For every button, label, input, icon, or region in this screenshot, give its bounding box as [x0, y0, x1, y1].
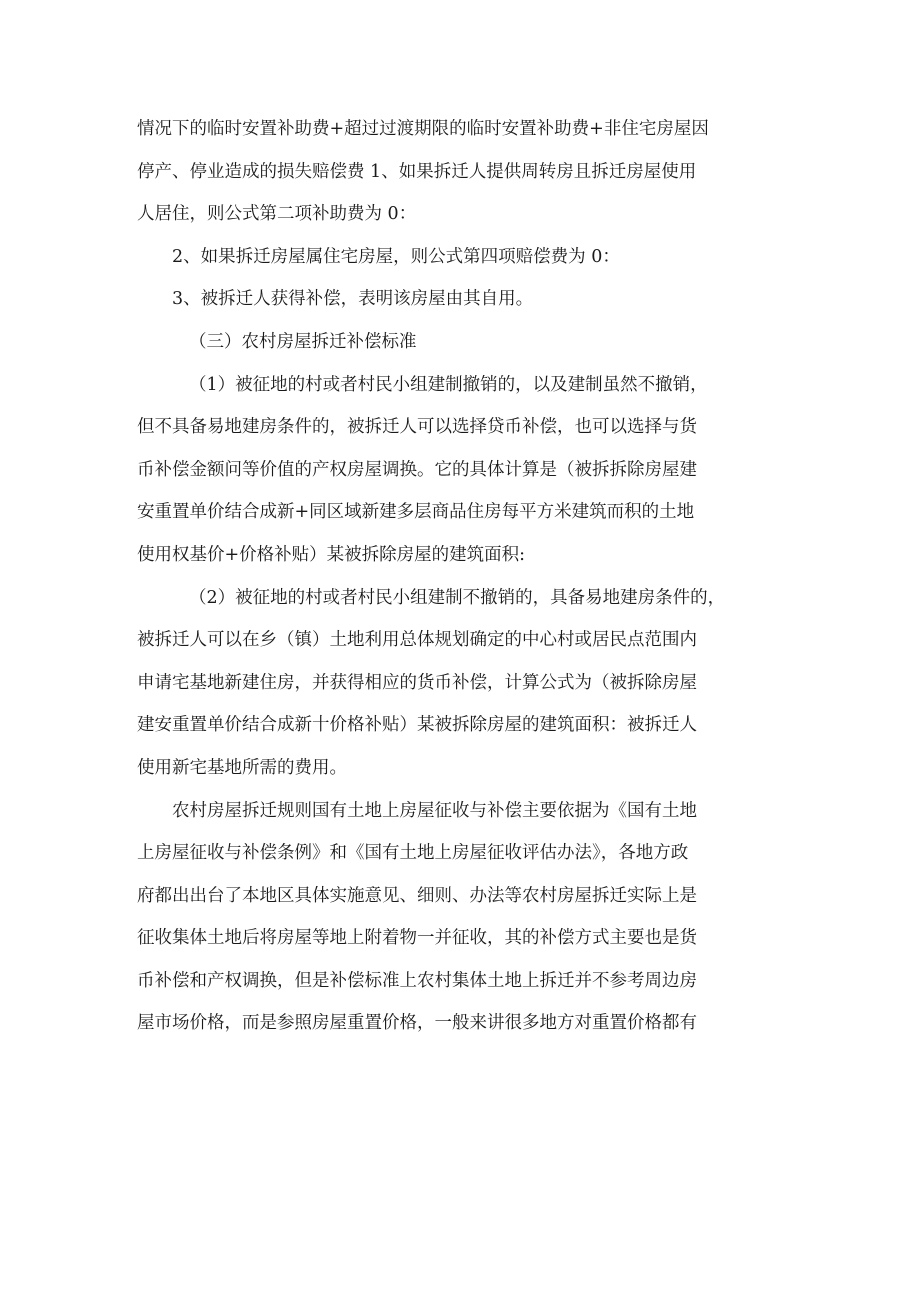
text-line: 币补偿金额问等价值的产权房屋调换。它的具体计算是（被拆拆除房屋建: [137, 459, 697, 480]
text-line: 情况下的临时安置补助费+超过过渡期限的临时安置补助费+非住宅房屋因: [137, 119, 709, 139]
text-line: 停产、停业造成的损失赔偿费 1、如果拆迁人提供周转房且拆迁房屋使用: [137, 161, 697, 182]
text-line: （2）被征地的村或者村民小组建制不撤销的，具备易地建房条件的，: [189, 587, 726, 608]
text-line: 府都出出台了本地区具体实施意见、细则、办法等农村房屋拆迁实际上是: [137, 885, 697, 906]
text-line: 2、如果拆迁房屋属住宅房屋，则公式第四项赔偿费为 0：: [172, 246, 620, 267]
text-line: 屋市场价格，而是参照房屋重置价格，一般来讲很多地方对重置价格都有: [137, 1013, 697, 1034]
text-line: 建安重置单价结合成新十价格补贴）某被拆除房屋的建筑面积：被拆迁人: [137, 715, 697, 736]
text-line: 3、被拆迁人获得补偿，表明该房屋由其自用。: [172, 289, 534, 310]
section-heading: （三）农村房屋拆迁补偿标准: [189, 331, 417, 352]
document-body: [137, 108, 797, 1045]
text-line: 农村房屋拆迁规则国有土地上房屋征收与补偿主要依据为《国有土地: [172, 800, 697, 821]
text-line: 安重置单价结合成新+同区域新建多层商品住房每平方米建筑而积的土地: [137, 502, 695, 523]
text-line: 被拆迁人可以在乡（镇）土地利用总体规划确定的中心村或居民点范围内: [137, 630, 697, 651]
text-line: 上房屋征收与补偿条例》和《国有土地上房屋征收评估办法》，各地方政: [137, 843, 689, 864]
body-text: [137, 108, 797, 1045]
text-line: 人居住，则公式第二项补助费为 0：: [137, 204, 417, 225]
text-line: 但不具备易地建房条件的，被拆迁人可以选择贷币补偿，也可以选择与货: [137, 417, 697, 438]
text-line: （1）被征地的村或者村民小组建制撤销的，以及建制虽然不撤销，: [189, 374, 708, 395]
text-line: 使用权基价+价格补贴）某被拆除房屋的建筑面积:: [137, 544, 526, 565]
text-line: 征收集体土地后将房屋等地上附着物一并征收，其的补偿方式主要也是货: [137, 928, 697, 949]
text-line: 使用新宅基地所需的费用。: [137, 757, 347, 778]
text-line: 申请宅基地新建住房，并获得相应的货币补偿，计算公式为（被拆除房屋: [137, 672, 697, 693]
text-line: 币补偿和产权调换，但是补偿标准上农村集体土地上拆迁并不参考周边房: [137, 970, 697, 991]
